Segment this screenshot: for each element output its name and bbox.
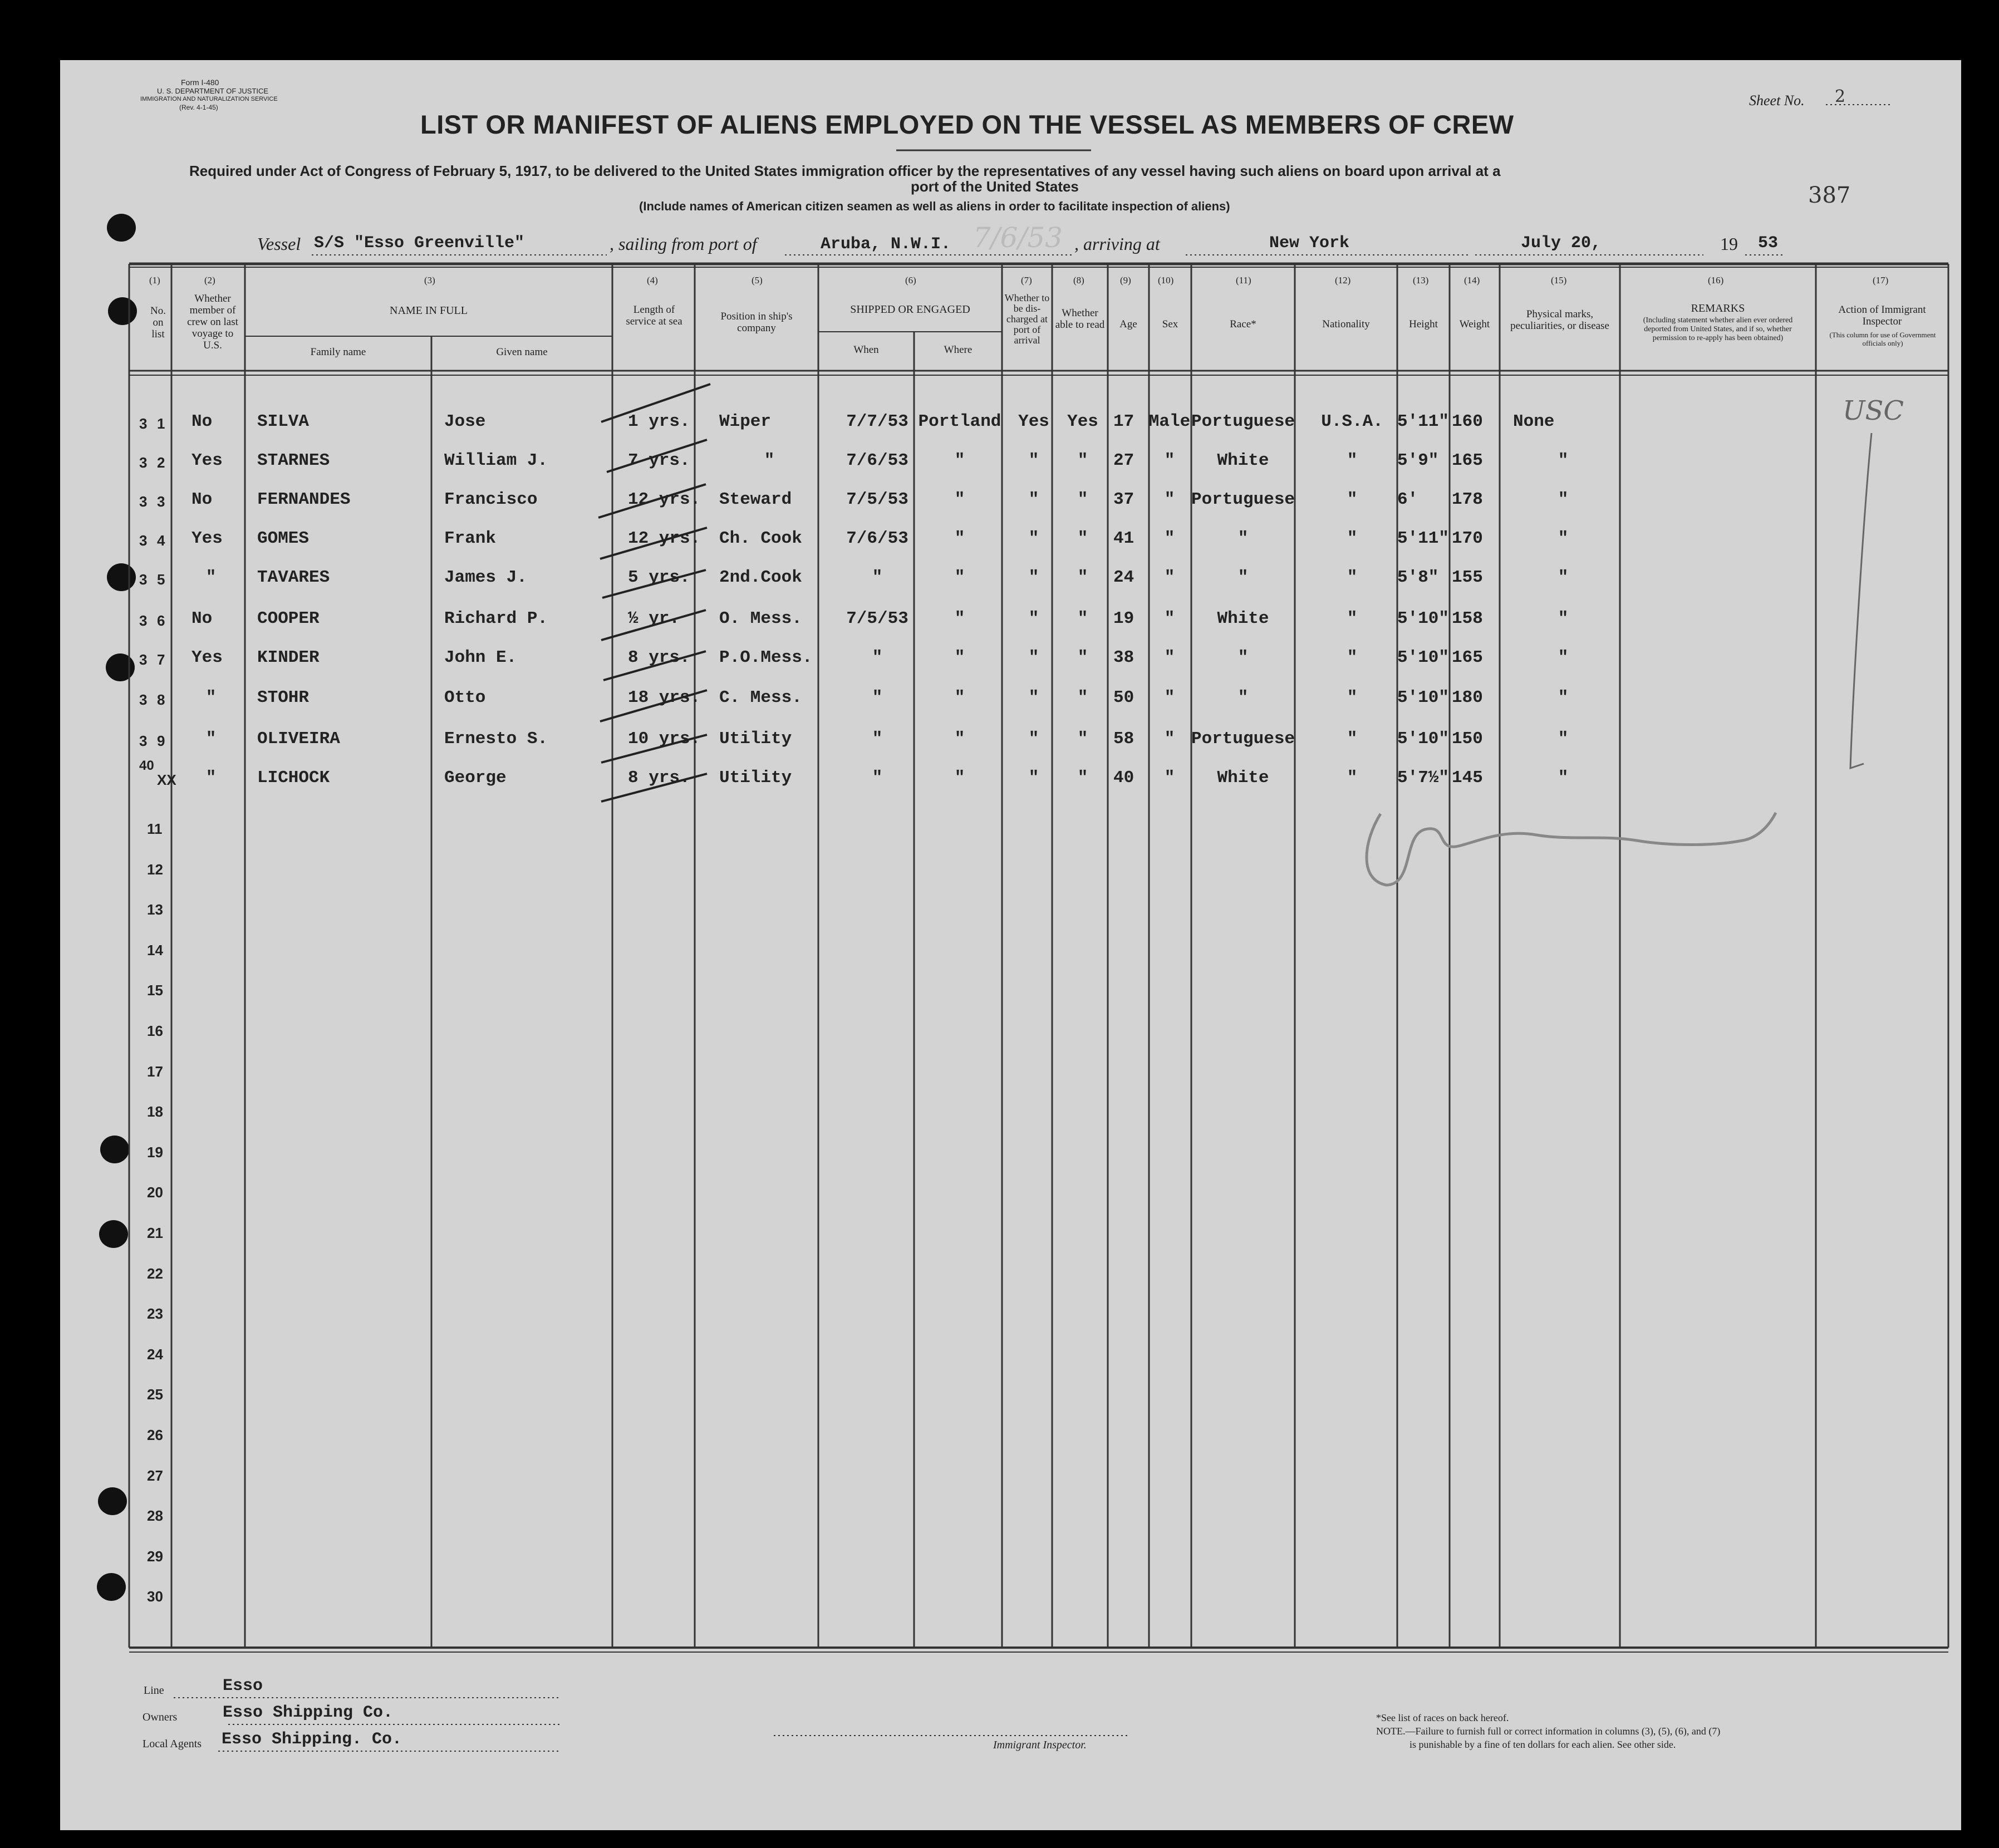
cell-member: Yes bbox=[191, 529, 223, 548]
header-weight: Weight bbox=[1459, 318, 1490, 330]
cell-nat: " bbox=[1347, 648, 1358, 667]
cell-family: OLIVEIRA bbox=[257, 729, 340, 749]
blank-row-number: 18 bbox=[147, 1103, 163, 1120]
row-number: 6 bbox=[157, 612, 165, 629]
cell-member: " bbox=[205, 729, 217, 749]
cell-service: 1 yrs. bbox=[628, 412, 690, 431]
cell-weight: 180 bbox=[1452, 688, 1483, 707]
row-number: XX bbox=[157, 771, 176, 788]
cell-when: " bbox=[872, 729, 883, 749]
cell-member: No bbox=[191, 490, 213, 509]
cell-weight: 145 bbox=[1452, 768, 1483, 788]
row-prefix: 3 bbox=[139, 532, 148, 549]
cell-age: 37 bbox=[1113, 490, 1134, 509]
cell-height: 5'11" bbox=[1397, 529, 1450, 548]
cell-when: " bbox=[872, 648, 883, 667]
footer-line-label: Line bbox=[144, 1684, 164, 1697]
cell-service: 12 yrs. bbox=[628, 529, 701, 548]
cell-race: White bbox=[1217, 609, 1269, 628]
cell-position: C. Mess. bbox=[719, 688, 802, 707]
cell-height: 6' bbox=[1397, 490, 1418, 509]
col-num-5: (5) bbox=[752, 275, 763, 286]
cell-age: 50 bbox=[1113, 688, 1134, 707]
cell-family: KINDER bbox=[257, 648, 320, 667]
cell-nat: " bbox=[1347, 568, 1358, 587]
blank-row-number: 13 bbox=[147, 901, 163, 918]
cell-given: Ernesto S. bbox=[444, 729, 548, 749]
cell-where: " bbox=[954, 648, 965, 667]
cell-given: William J. bbox=[444, 451, 548, 470]
cell-sex: " bbox=[1164, 568, 1175, 587]
cell-family: COOPER bbox=[257, 609, 320, 628]
cell-read: " bbox=[1077, 688, 1088, 707]
header-age: Age bbox=[1119, 318, 1137, 330]
row-number: 7 bbox=[157, 651, 165, 668]
row-number: 3 bbox=[157, 493, 165, 510]
vessel-name: S/S "Esso Greenville" bbox=[314, 234, 525, 253]
cell-position: P.O.Mess. bbox=[719, 648, 813, 667]
row-prefix: 3 bbox=[139, 493, 148, 510]
cell-marks: " bbox=[1558, 648, 1569, 667]
cell-given: Frank bbox=[444, 529, 497, 548]
cell-nat: " bbox=[1347, 768, 1358, 788]
cell-race: White bbox=[1217, 768, 1269, 788]
cell-weight: 160 bbox=[1452, 412, 1483, 431]
cell-read: " bbox=[1077, 490, 1088, 509]
col-num-9: (9) bbox=[1120, 275, 1131, 286]
cell-position: O. Mess. bbox=[719, 609, 802, 628]
cell-sex: " bbox=[1164, 688, 1175, 707]
col-num-6: (6) bbox=[905, 275, 916, 286]
header-when: When bbox=[853, 344, 879, 356]
cell-age: 17 bbox=[1113, 412, 1134, 431]
departure-date-handwritten: 7/6/53 bbox=[973, 222, 1063, 254]
cell-where: Portland bbox=[918, 412, 1001, 431]
cell-given: James J. bbox=[444, 568, 527, 587]
row-number: 1 bbox=[157, 415, 165, 432]
cell-age: 19 bbox=[1113, 609, 1134, 628]
cell-sex: Male bbox=[1148, 412, 1191, 431]
cell-age: 38 bbox=[1113, 648, 1134, 667]
cell-nat: " bbox=[1347, 529, 1358, 548]
cell-age: 40 bbox=[1113, 768, 1134, 788]
cell-age: 24 bbox=[1113, 568, 1134, 587]
row-number: 2 bbox=[157, 454, 165, 471]
cell-where: " bbox=[954, 609, 965, 628]
action-handwriting: USC bbox=[1843, 395, 1904, 426]
cell-race: White bbox=[1217, 451, 1269, 470]
cell-disch: " bbox=[1028, 568, 1039, 587]
cell-sex: " bbox=[1164, 451, 1175, 470]
cell-position: Utility bbox=[719, 768, 792, 788]
cell-race: Portuguese bbox=[1191, 729, 1295, 749]
footer-line: Esso bbox=[223, 1677, 263, 1695]
cell-disch: Yes bbox=[1018, 412, 1049, 431]
cell-sex: " bbox=[1164, 768, 1175, 788]
cell-nat: " bbox=[1347, 609, 1358, 628]
header-sex: Sex bbox=[1162, 318, 1178, 330]
row-prefix: 3 bbox=[139, 651, 148, 668]
footer-races-note: *See list of races on back hereof. bbox=[1376, 1712, 1509, 1723]
col-num-8: (8) bbox=[1073, 275, 1084, 286]
blank-row-number: 17 bbox=[147, 1063, 163, 1080]
cell-disch: " bbox=[1028, 490, 1039, 509]
header-where: Where bbox=[944, 344, 973, 356]
cell-read: " bbox=[1077, 609, 1088, 628]
cell-given: Otto bbox=[444, 688, 486, 707]
cell-weight: 158 bbox=[1452, 609, 1483, 628]
header-shipped: SHIPPED OR ENGAGED bbox=[850, 303, 970, 316]
cell-weight: 155 bbox=[1452, 568, 1483, 587]
cell-sex: " bbox=[1164, 648, 1175, 667]
subtitle-line1: Required under Act of Congress of February 5, 1917, to be delivered to the United States immigration officer by the representatives of any vessel having such aliens on board upon arrival at a bbox=[189, 163, 1501, 179]
cell-position: Steward bbox=[719, 490, 792, 509]
col-num-1: (1) bbox=[149, 275, 160, 286]
cell-family: TAVARES bbox=[257, 568, 330, 587]
cell-member: No bbox=[191, 412, 213, 431]
cell-service: 8 yrs. bbox=[628, 768, 690, 788]
cell-member: Yes bbox=[191, 451, 223, 470]
cell-marks: " bbox=[1558, 568, 1569, 587]
departure-port: Aruba, N.W.I. bbox=[821, 235, 951, 254]
cell-height: 5'7½" bbox=[1397, 768, 1450, 788]
arriving-label: , arriving at bbox=[1074, 234, 1160, 254]
cell-service: 12 yrs. bbox=[628, 490, 701, 509]
vessel-label: Vessel bbox=[257, 234, 301, 254]
cell-disch: " bbox=[1028, 688, 1039, 707]
cell-read: " bbox=[1077, 729, 1088, 749]
col-num-2: (2) bbox=[204, 275, 215, 286]
cell-family: STARNES bbox=[257, 451, 330, 470]
blank-row-number: 23 bbox=[147, 1305, 163, 1323]
cell-age: 27 bbox=[1113, 451, 1134, 470]
col-num-13: (13) bbox=[1413, 275, 1429, 286]
cell-nat: U.S.A. bbox=[1321, 412, 1383, 431]
header-able-read: Whether able to read bbox=[1055, 307, 1105, 331]
row-prefix: 3 bbox=[139, 691, 148, 708]
cell-read: " bbox=[1077, 529, 1088, 548]
header-length-service: Length of service at sea bbox=[626, 304, 682, 327]
col-num-15: (15) bbox=[1551, 275, 1567, 286]
blank-row-number: 15 bbox=[147, 982, 163, 999]
cell-family: LICHOCK bbox=[257, 768, 330, 788]
cell-where: " bbox=[954, 490, 965, 509]
cell-position: Ch. Cook bbox=[719, 529, 802, 548]
cell-given: Richard P. bbox=[444, 609, 548, 628]
cell-read: " bbox=[1077, 768, 1088, 788]
header-position: Position in ship's company bbox=[720, 311, 793, 334]
cell-height: 5'9" bbox=[1397, 451, 1439, 470]
cell-nat: " bbox=[1347, 729, 1358, 749]
form-department: U. S. DEPARTMENT OF JUSTICE bbox=[157, 87, 269, 95]
cell-sex: " bbox=[1164, 729, 1175, 749]
header-name-in-full: NAME IN FULL bbox=[390, 304, 468, 317]
arrival-date: July 20, bbox=[1521, 234, 1602, 253]
cell-member: " bbox=[205, 688, 217, 707]
cell-marks: None bbox=[1513, 412, 1555, 431]
cell-race: " bbox=[1237, 529, 1249, 548]
year-prefix: 19 bbox=[1720, 234, 1738, 254]
header-height: Height bbox=[1409, 318, 1438, 330]
cell-weight: 170 bbox=[1452, 529, 1483, 548]
cell-race: Portuguese bbox=[1191, 490, 1295, 509]
cell-disch: " bbox=[1028, 609, 1039, 628]
cell-read: Yes bbox=[1067, 412, 1098, 431]
cell-disch: " bbox=[1028, 451, 1039, 470]
col-num-17: (17) bbox=[1873, 275, 1889, 286]
inspector-signature bbox=[1367, 813, 1776, 885]
blank-row-number: 22 bbox=[147, 1265, 163, 1282]
cell-marks: " bbox=[1558, 609, 1569, 628]
cell-marks: " bbox=[1558, 768, 1569, 788]
footer-agents-label: Local Agents bbox=[143, 1738, 202, 1750]
cell-age: 41 bbox=[1113, 529, 1134, 548]
row-prefix: 3 bbox=[139, 733, 148, 749]
cell-position: Utility bbox=[719, 729, 792, 749]
cell-disch: " bbox=[1028, 648, 1039, 667]
footer-agents: Esso Shipping. Co. bbox=[222, 1730, 402, 1749]
sheet-label: Sheet No. bbox=[1749, 92, 1805, 109]
cell-when: " bbox=[872, 688, 883, 707]
footer-note-line1: NOTE.—Failure to furnish full or correct information in columns (3), (5), (6), and (7) bbox=[1376, 1726, 1721, 1737]
cell-service: 5 yrs. bbox=[628, 568, 690, 587]
col-num-7: (7) bbox=[1021, 275, 1032, 286]
header-member-last-voyage: Whether member of crew on last voyage to U.S. bbox=[187, 293, 238, 351]
blank-row-number: 20 bbox=[147, 1184, 163, 1201]
cell-marks: " bbox=[1558, 688, 1569, 707]
blank-row-number: 14 bbox=[147, 941, 163, 959]
cell-disch: " bbox=[1028, 729, 1039, 749]
col-num-10: (10) bbox=[1158, 275, 1174, 286]
cell-height: 5'10" bbox=[1397, 648, 1450, 667]
row-prefix: 3 bbox=[139, 612, 148, 629]
row-prefix: 3 bbox=[139, 415, 148, 432]
footer-owners: Esso Shipping Co. bbox=[223, 1703, 394, 1722]
cell-disch: " bbox=[1028, 768, 1039, 788]
cell-weight: 178 bbox=[1452, 490, 1483, 509]
cell-weight: 165 bbox=[1452, 451, 1483, 470]
cell-read: " bbox=[1077, 568, 1088, 587]
cell-where: " bbox=[954, 729, 965, 749]
col-num-16: (16) bbox=[1708, 275, 1724, 286]
cell-read: " bbox=[1077, 648, 1088, 667]
page-title: LIST OR MANIFEST OF ALIENS EMPLOYED ON THE VESSEL AS MEMBERS OF CREW bbox=[420, 110, 1514, 139]
cell-family: FERNANDES bbox=[257, 490, 351, 509]
row-number: 5 bbox=[157, 571, 165, 588]
cell-given: George bbox=[444, 768, 507, 788]
cell-height: 5'10" bbox=[1397, 729, 1450, 749]
col-num-12: (12) bbox=[1335, 275, 1351, 286]
cell-age: 58 bbox=[1113, 729, 1134, 749]
footer-inspector-label: Immigrant Inspector. bbox=[993, 1739, 1087, 1751]
footer-note-line2: is punishable by a fine of ten dollars for each alien. See other side. bbox=[1409, 1739, 1676, 1750]
cell-nat: " bbox=[1347, 490, 1358, 509]
sheet-number: 2 bbox=[1835, 87, 1846, 106]
cell-sex: " bbox=[1164, 609, 1175, 628]
row-prefix: 40 bbox=[139, 758, 154, 773]
blank-row-number: 19 bbox=[147, 1143, 163, 1161]
cell-when: 7/6/53 bbox=[846, 529, 908, 548]
blank-row-number: 11 bbox=[147, 820, 163, 837]
cell-family: STOHR bbox=[257, 688, 310, 707]
row-prefix: 3 bbox=[139, 571, 148, 588]
header-discharged: Whether to be dis-charged at port of arrival bbox=[1004, 292, 1050, 346]
blank-row-number: 28 bbox=[147, 1507, 163, 1525]
cell-marks: " bbox=[1558, 729, 1569, 749]
cell-when: 7/5/53 bbox=[846, 490, 908, 509]
form-revision: (Rev. 4-1-45) bbox=[179, 104, 218, 111]
arrival-port: New York bbox=[1269, 234, 1350, 253]
cell-member: " bbox=[205, 768, 217, 788]
row-number: 4 bbox=[157, 532, 165, 549]
cell-member: Yes bbox=[191, 648, 223, 667]
col-num-14: (14) bbox=[1464, 275, 1480, 286]
cell-family: GOMES bbox=[257, 529, 310, 548]
sailing-label: , sailing from port of bbox=[610, 234, 757, 254]
header-physical: Physical marks, peculiarities, or disease bbox=[1510, 308, 1609, 332]
cell-race: " bbox=[1237, 688, 1249, 707]
blank-row-number: 26 bbox=[147, 1427, 163, 1443]
blank-row-number: 12 bbox=[147, 861, 163, 878]
form-service: IMMIGRATION AND NATURALIZATION SERVICE bbox=[140, 96, 278, 102]
cell-sex: " bbox=[1164, 529, 1175, 548]
cell-where: " bbox=[954, 451, 965, 470]
cell-when: 7/7/53 bbox=[846, 412, 908, 431]
header-nationality: Nationality bbox=[1322, 318, 1370, 330]
cell-where: " bbox=[954, 568, 965, 587]
header-action-note: (This column for use of Government officials only) bbox=[1829, 331, 1936, 347]
subtitle-note: (Include names of American citizen seamen as well as aliens in order to facilitate inspection of aliens) bbox=[639, 199, 1230, 213]
row-number: 9 bbox=[157, 733, 165, 749]
cell-marks: " bbox=[1558, 451, 1569, 470]
header-no-on-list: No. on list bbox=[150, 305, 166, 340]
cell-when: " bbox=[872, 568, 883, 587]
blank-row-number: 21 bbox=[147, 1225, 163, 1241]
header-action: Action of Immigrant Inspector bbox=[1838, 304, 1926, 327]
row-number: 8 bbox=[157, 691, 165, 708]
cell-given: John E. bbox=[444, 648, 517, 667]
header-race: Race* bbox=[1230, 318, 1256, 330]
cell-when: 7/5/53 bbox=[846, 609, 908, 628]
cell-height: 5'8" bbox=[1397, 568, 1439, 587]
subtitle-line2: port of the United States bbox=[911, 178, 1079, 195]
cell-race: " bbox=[1237, 568, 1249, 587]
header-remarks-note: (Including statement whether alien ever ordered deported from United States, and if so, whether permission to re-apply has been obtained) bbox=[1643, 316, 1793, 342]
cell-where: " bbox=[954, 688, 965, 707]
stamp-number: 387 bbox=[1808, 183, 1851, 208]
cell-position: 2nd.Cook bbox=[719, 568, 802, 587]
cell-position: Wiper bbox=[719, 412, 772, 431]
header-given-name: Given name bbox=[496, 346, 548, 358]
header-remarks: REMARKS bbox=[1691, 302, 1745, 314]
blank-row-number: 24 bbox=[147, 1345, 163, 1363]
cell-disch: " bbox=[1028, 529, 1039, 548]
cell-height: 5'11" bbox=[1397, 412, 1450, 431]
row-prefix: 3 bbox=[139, 454, 148, 471]
cell-race: Portuguese bbox=[1191, 412, 1295, 431]
cell-when: " bbox=[872, 768, 883, 788]
cell-service: ½ yr. bbox=[628, 609, 680, 628]
cell-marks: " bbox=[1558, 529, 1569, 548]
cell-when: 7/6/53 bbox=[846, 451, 908, 470]
cell-service: 8 yrs. bbox=[628, 648, 690, 667]
header-family-name: Family name bbox=[310, 346, 366, 358]
cell-member: No bbox=[191, 609, 213, 628]
cell-given: Jose bbox=[444, 412, 486, 431]
cell-read: " bbox=[1077, 451, 1088, 470]
blank-row-number: 25 bbox=[147, 1386, 163, 1403]
cell-given: Francisco bbox=[444, 490, 538, 509]
cell-height: 5'10" bbox=[1397, 688, 1450, 707]
cell-height: 5'10" bbox=[1397, 609, 1450, 628]
cell-sex: " bbox=[1164, 490, 1175, 509]
cell-where: " bbox=[954, 768, 965, 788]
cell-service: 10 yrs. bbox=[628, 729, 701, 749]
form-number: Form I-480 bbox=[181, 78, 219, 87]
cell-weight: 150 bbox=[1452, 729, 1483, 749]
blank-row-number: 29 bbox=[147, 1547, 163, 1565]
cell-nat: " bbox=[1347, 451, 1358, 470]
cell-marks: " bbox=[1558, 490, 1569, 509]
cell-service: 7 yrs. bbox=[628, 451, 690, 470]
blank-row-number: 16 bbox=[147, 1023, 163, 1039]
col-num-4: (4) bbox=[647, 275, 658, 286]
cell-service: 18 yrs. bbox=[628, 688, 701, 707]
col-num-11: (11) bbox=[1236, 275, 1251, 286]
blank-row-number: 30 bbox=[147, 1588, 163, 1605]
arrival-year: 53 bbox=[1758, 234, 1779, 253]
cell-member: " bbox=[205, 568, 217, 587]
cell-weight: 165 bbox=[1452, 648, 1483, 667]
cell-race: " bbox=[1237, 648, 1249, 667]
blank-row-number: 27 bbox=[147, 1467, 163, 1484]
cell-where: " bbox=[954, 529, 965, 548]
cell-nat: " bbox=[1347, 688, 1358, 707]
cell-family: SILVA bbox=[257, 412, 310, 431]
col-num-3: (3) bbox=[424, 275, 435, 286]
footer-owners-label: Owners bbox=[143, 1711, 178, 1723]
cell-position: " bbox=[764, 451, 775, 470]
